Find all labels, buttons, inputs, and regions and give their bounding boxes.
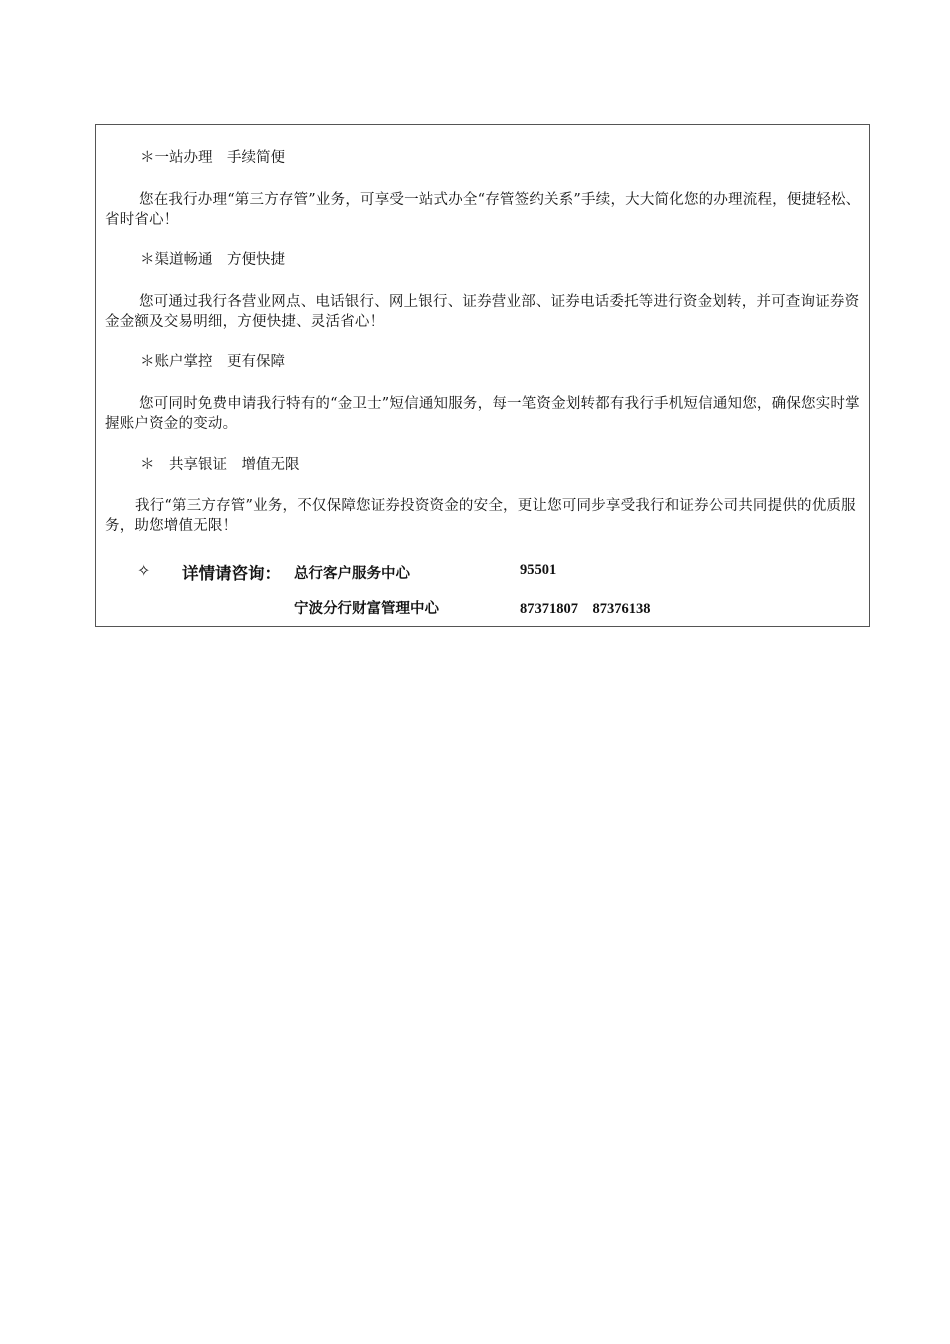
feature-body-account-control: 您可同时免费申请我行特有的“金卫士”短信通知服务，每一笔资金划转都有我行手机短信通知您，确保您实时掌握账户资金的变动。: [105, 396, 860, 432]
contact-center-phone: 87371807 87376138: [520, 601, 651, 617]
contact-center-name: 总行客户服务中心: [294, 566, 410, 582]
contact-lead: 详情请咨询：: [182, 564, 281, 583]
feature-body-shared-value: 我行“第三方存管”业务，不仅保障您证券投资资金的安全，更让您可同步享受我行和证券公司共同提供的优质服务，助您增值无限！: [105, 498, 856, 534]
feature-body-channels: 您可通过我行各营业网点、电话银行、网上银行、证券营业部、证券电话委托等进行资金划转，并可查询证券资金金额及交易明细，方便快捷、灵活省心！: [105, 294, 860, 330]
feature-heading-one-stop: ＊一站办理 手续简便: [140, 150, 285, 166]
feature-heading-channels: ＊渠道畅通 方便快捷: [140, 252, 285, 268]
diamond-bullet-icon: ✧: [137, 561, 151, 580]
feature-body-one-stop: 您在我行办理“第三方存管”业务，可享受一站式办全“存管签约关系”手续，大大简化您的办理流程，便捷轻松、省时省心！: [105, 192, 861, 228]
contact-center-phone: 95501: [520, 562, 557, 578]
contact-center-name: 宁波分行财富管理中心: [294, 601, 439, 617]
feature-heading-account-control: ＊账户掌控 更有保障: [140, 354, 285, 370]
feature-heading-shared-value: ＊ 共享银证 增值无限: [140, 457, 300, 473]
